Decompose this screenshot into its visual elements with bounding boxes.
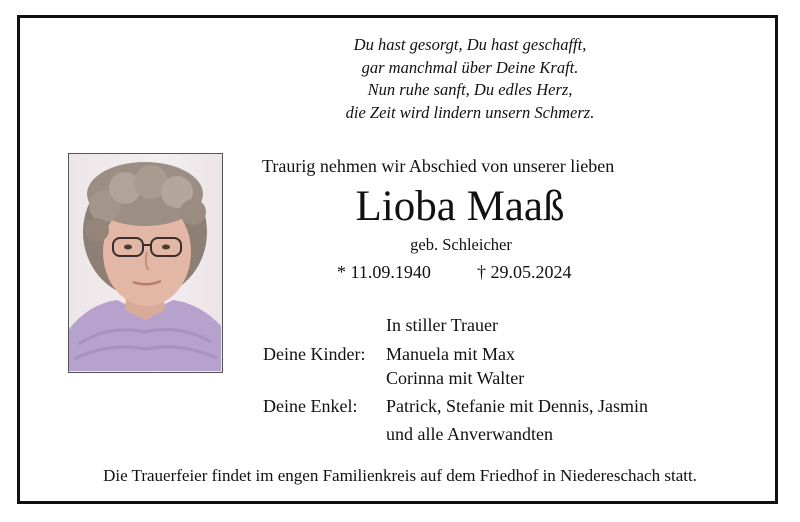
poem-line: Nun ruhe sanft, Du edles Herz,	[367, 80, 573, 99]
poem	[300, 34, 640, 124]
grandchildren-label: Deine Enkel:	[263, 396, 358, 416]
portrait-photo	[68, 153, 223, 373]
poem-line: Du hast gesorgt, Du hast geschafft,	[353, 35, 587, 54]
children-label: Deine Kinder:	[263, 344, 366, 364]
mourning-heading: In stiller Trauer	[386, 315, 498, 335]
relatives-text: und alle Anverwandten	[386, 424, 553, 444]
poem-line: die Zeit wird lindern unsern Schmerz.	[345, 102, 595, 122]
deceased-name: Lioba Maaß	[355, 183, 565, 230]
children-item: Manuela mit Max	[386, 344, 515, 364]
grandchildren-list: Patrick, Stefanie mit Dennis, Jasmin	[386, 396, 648, 416]
children-item: Corinna mit Walter	[386, 368, 525, 388]
poem-line: gar manchmal über Deine Kraft.	[361, 57, 579, 77]
death-date: † 29.05.2024	[477, 262, 572, 282]
intro-text: Traurig nehmen wir Abschied von unserer lieben	[262, 156, 615, 176]
portrait-illustration	[69, 154, 221, 371]
funeral-notice: Die Trauerfeier findet im engen Familienkreis auf dem Friedhof in Niedereschach statt.	[103, 466, 697, 485]
maiden-name: geb. Schleicher	[410, 235, 512, 254]
birth-date: * 11.09.1940	[337, 262, 431, 282]
